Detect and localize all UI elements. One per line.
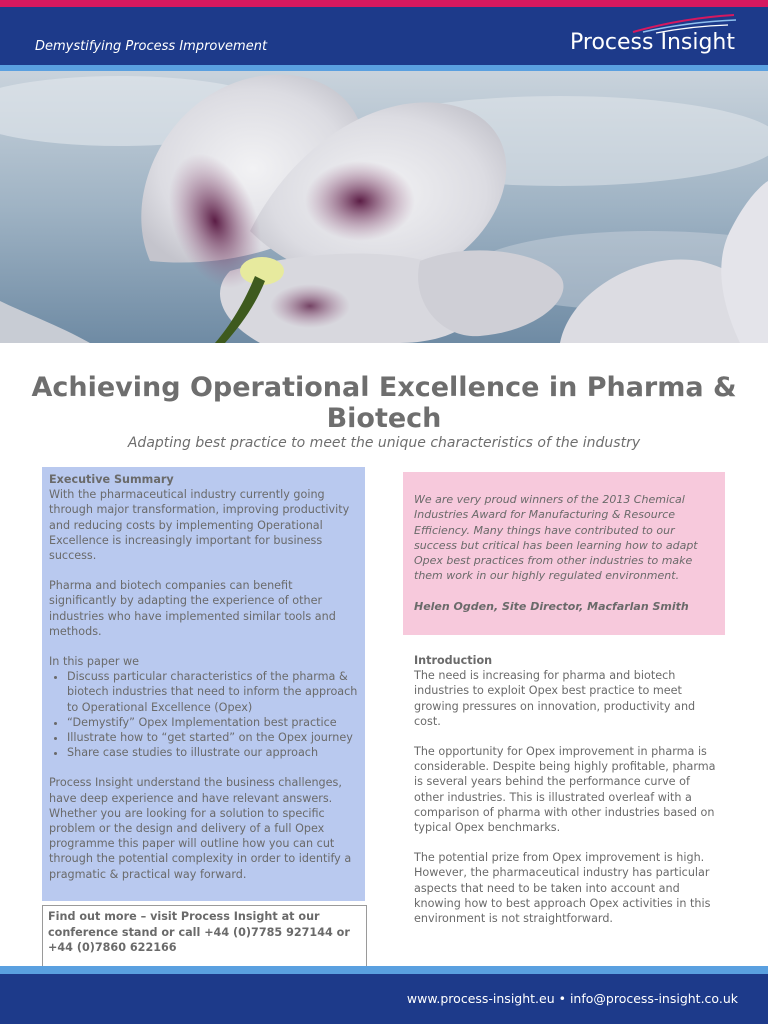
poppy-flower-photo <box>0 71 768 343</box>
footer-contact: www.process-insight.eu • info@process-insight.co.uk <box>406 991 738 1006</box>
document-title: Achieving Operational Excellence in Pharma & Biotech <box>31 372 737 434</box>
testimonial-text <box>414 492 714 629</box>
brand-logo-text: Process Insight <box>570 30 735 55</box>
executive-summary-para-1: With the pharmaceutical industry currently going through major transformation, improving productivity and reducing costs by implementing Operational Excellence is increasingly important for business success. <box>49 488 350 563</box>
footer-accent-line <box>0 966 768 974</box>
executive-summary-heading: Executive Summary <box>49 473 174 486</box>
testimonial-attribution: Helen Ogden, Site Director, Macfarlan Smith <box>414 599 689 613</box>
list-item: • Share case studies to illustrate our approach <box>67 745 363 760</box>
tagline: Demystifying Process Improvement <box>35 39 268 54</box>
executive-summary-text <box>49 472 363 897</box>
introduction-para-1: The need is increasing for pharma and biotech industries to exploit Opex best practice to meet growing pressures on innovation, productivity and cost. <box>414 669 696 728</box>
executive-summary-para-3: Process Insight understand the business challenges, have deep experience and have relevant answers. Whether you are looking for a solution to specific problem or the design and delivery of a full Opex programme this paper will outline how you can cut through the potential complexity in order to identify a pragmatic & practical way forward. <box>49 776 352 881</box>
introduction-heading: Introduction <box>414 654 493 667</box>
document-subtitle: Adapting best practice to meet the unique characteristics of the industry <box>127 435 641 451</box>
list-item: • Illustrate how to “get started” on the Opex journey <box>67 730 363 745</box>
paper-topics-list <box>49 669 363 760</box>
list-item: • Discuss particular characteristics of the pharma & biotech industries that need to inform the approach to Operational Excellence (Opex) <box>67 669 363 715</box>
list-intro: In this paper we <box>49 655 140 669</box>
executive-summary-para-2: Pharma and biotech companies can benefit significantly by adapting the experience of other industries who have implemented similar tools and methods. <box>49 579 336 638</box>
hero-image <box>0 71 768 343</box>
introduction-para-3: The potential prize from Opex improvement is high. However, the pharmaceutical industry has particular aspects that need to be taken into account and knowing how to best approach Opex activities in this environment is not straightforward. <box>414 851 711 926</box>
introduction-section <box>414 653 719 941</box>
testimonial-quote: We are very proud winners of the 2013 Chemical Industries Award for Manufacturing & Resource Efficiency. Many things have contributed to our success but critical has been learning how to adapt Opex best practices from other industries to make them work in our highly regulated environment. <box>414 493 698 583</box>
introduction-para-2: The opportunity for Opex improvement in pharma is considerable. Despite being highly profitable, pharma is several years behind the performance curve of other industries. This is illustrated overleaf with a comparison of pharma with other industries based on typical Opex benchmarks. <box>414 745 716 835</box>
top-accent-bar <box>0 0 768 7</box>
list-item: • “Demystify” Opex Implementation best practice <box>67 715 363 730</box>
find-out-more-box: Find out more – visit Process Insight at our conference stand or call +44 (0)7785 927144 or +44 (0)7860 622166 <box>42 905 367 967</box>
